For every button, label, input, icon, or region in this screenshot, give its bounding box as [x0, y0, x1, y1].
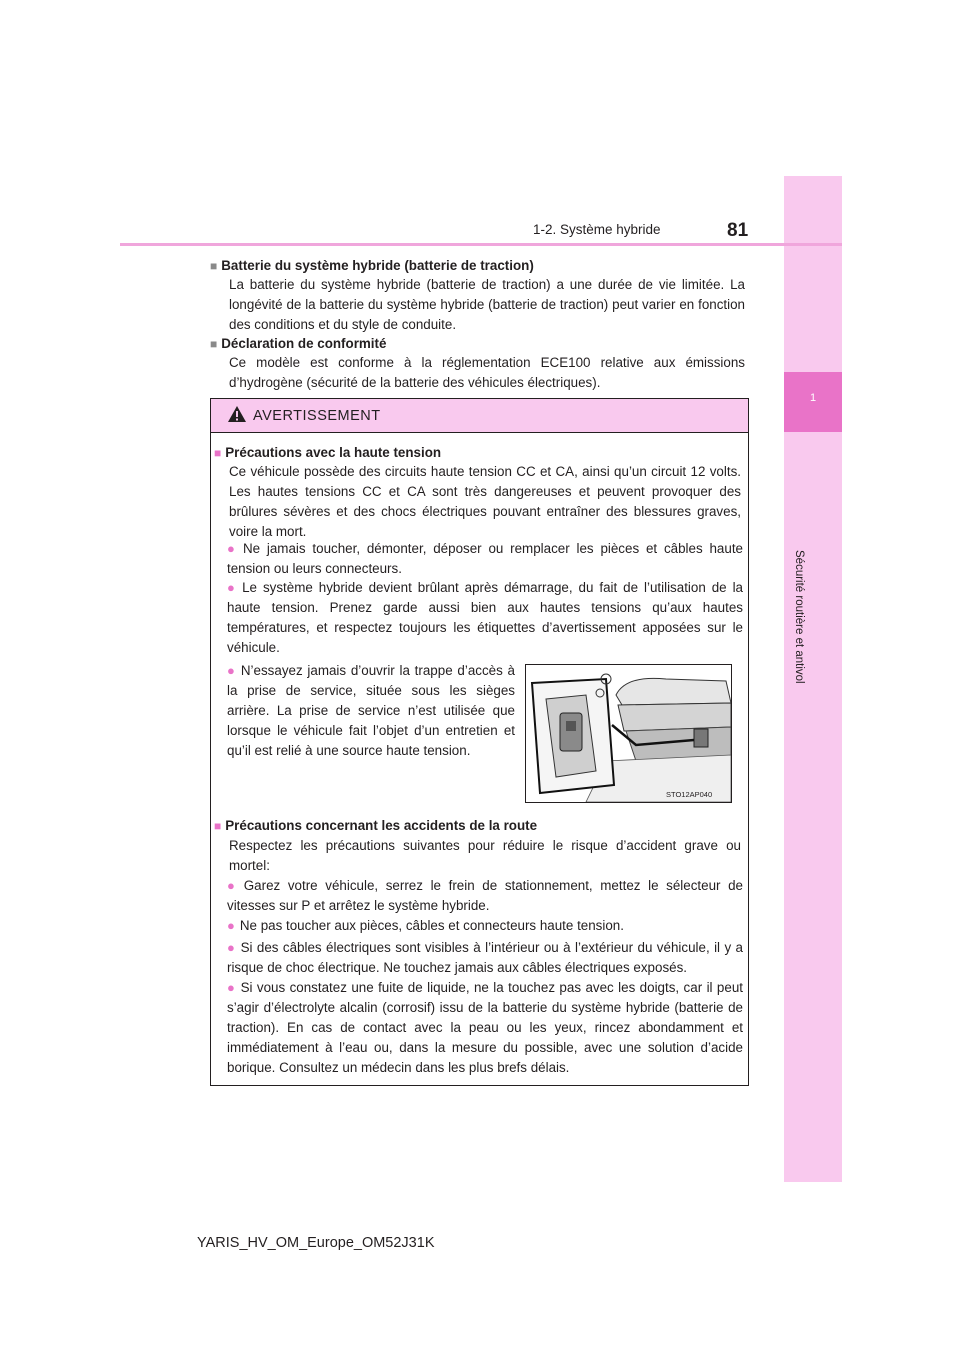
warning-list-item: ● Si vous constatez une fuite de liquide, ne la touchez pas avec les doigts, car il peut s’agir d’électrolyte alcalin (corrosif) issu de la batterie du système hybride (batterie de traction). En cas de contact avec la peau ou les yeux, rincez abondamment et immédiatement à l’eau ou, dans la mesure du possible, avec une solution d’acide borique. Consultez un médecin dans les plus brefs délais.: [227, 980, 743, 1075]
circle-bullet-icon: ●: [227, 940, 236, 955]
circle-bullet-icon: ●: [227, 580, 238, 595]
page-number: 81: [727, 220, 749, 241]
section-heading: ■ Batterie du système hybride (batterie de traction): [210, 258, 534, 273]
square-bullet-icon: ■: [214, 819, 222, 833]
service-plug-illustration: [525, 664, 732, 803]
square-bullet-icon: ■: [214, 446, 222, 460]
warning-list-item: ● Ne pas toucher aux pièces, câbles et connecteurs haute tension.: [227, 918, 624, 933]
header-rule: [120, 243, 842, 246]
warning-subheading: ■ Précautions avec la haute tension: [214, 445, 442, 460]
section-body: La batterie du système hybride (batterie de traction) a une durée de vie limitée. La longévité de la batterie du système hybride (batterie de traction) peut varier en fonction des conditions et du style de conduite.: [229, 277, 745, 332]
warning-subheading: ■ Précautions concernant les accidents de la route: [214, 818, 538, 833]
section-body: Ce modèle est conforme à la réglementation ECE100 relative aux émissions d’hydrogène (sécurité de la batterie des véhicules électriques).: [229, 355, 745, 390]
circle-bullet-icon: ●: [227, 663, 236, 678]
circle-bullet-icon: ●: [227, 541, 238, 556]
square-bullet-icon: ■: [210, 259, 218, 273]
section-heading: ■ Déclaration de conformité: [210, 336, 387, 351]
warning-list-item: ● Ne jamais toucher, démonter, déposer ou remplacer les pièces et câbles haute tension ou leurs connecteurs.: [227, 541, 743, 576]
section-title: 1-2. Système hybride: [533, 222, 661, 237]
illustration-code: STO12AP040: [666, 790, 713, 799]
warning-body: Respectez les précautions suivantes pour réduire le risque d’accident grave ou mortel:: [229, 838, 741, 873]
circle-bullet-icon: ●: [227, 980, 236, 995]
warning-list-item: ● Le système hybride devient brûlant après démarrage, du fait de l’utilisation de la haute tension. Prenez garde aussi bien aux hautes tensions qu’aux hautes températures, et respectez toujours les étiquettes d’avertissement apposées sur le véhicule.: [227, 580, 744, 655]
warning-body: Ce véhicule possède des circuits haute tension CC et CA, ainsi qu’un circuit 12 volts. Les hautes tensions CC et CA sont très dangereuses et peuvent provoquer des brûlures sévères et des chocs électriques pouvant entraîner des blessures graves, voire la mort.: [229, 464, 741, 539]
warning-triangle-icon: [227, 405, 247, 428]
warning-title: AVERTISSEMENT: [253, 408, 381, 424]
circle-bullet-icon: ●: [227, 918, 235, 933]
document-footer: YARIS_HV_OM_Europe_OM52J31K: [197, 1235, 435, 1251]
circle-bullet-icon: ●: [227, 878, 239, 893]
chapter-number: 1: [809, 392, 817, 404]
warning-list-item: ● Si des câbles électriques sont visibles à l’intérieur ou à l’extérieur du véhicule, il y a risque de choc électrique. Ne touchez jamais aux câbles électriques exposés.: [227, 940, 744, 975]
warning-list-item: ● N’essayez jamais d’ouvrir la trappe d’accès à la prise de service, située sous les sièges arrière. La prise de service n’est utilisée que lorsque le véhicule fait l’objet d’un entretien et qu’il est relié à une source haute tension.: [227, 663, 515, 758]
square-bullet-icon: ■: [210, 337, 218, 351]
warning-list-item: ● Garez votre véhicule, serrez le frein de stationnement, mettez le sélecteur de vitesses sur P et arrêtez le système hybride.: [227, 878, 743, 913]
chapter-title: Sécurité routière et antivol: [793, 550, 805, 684]
